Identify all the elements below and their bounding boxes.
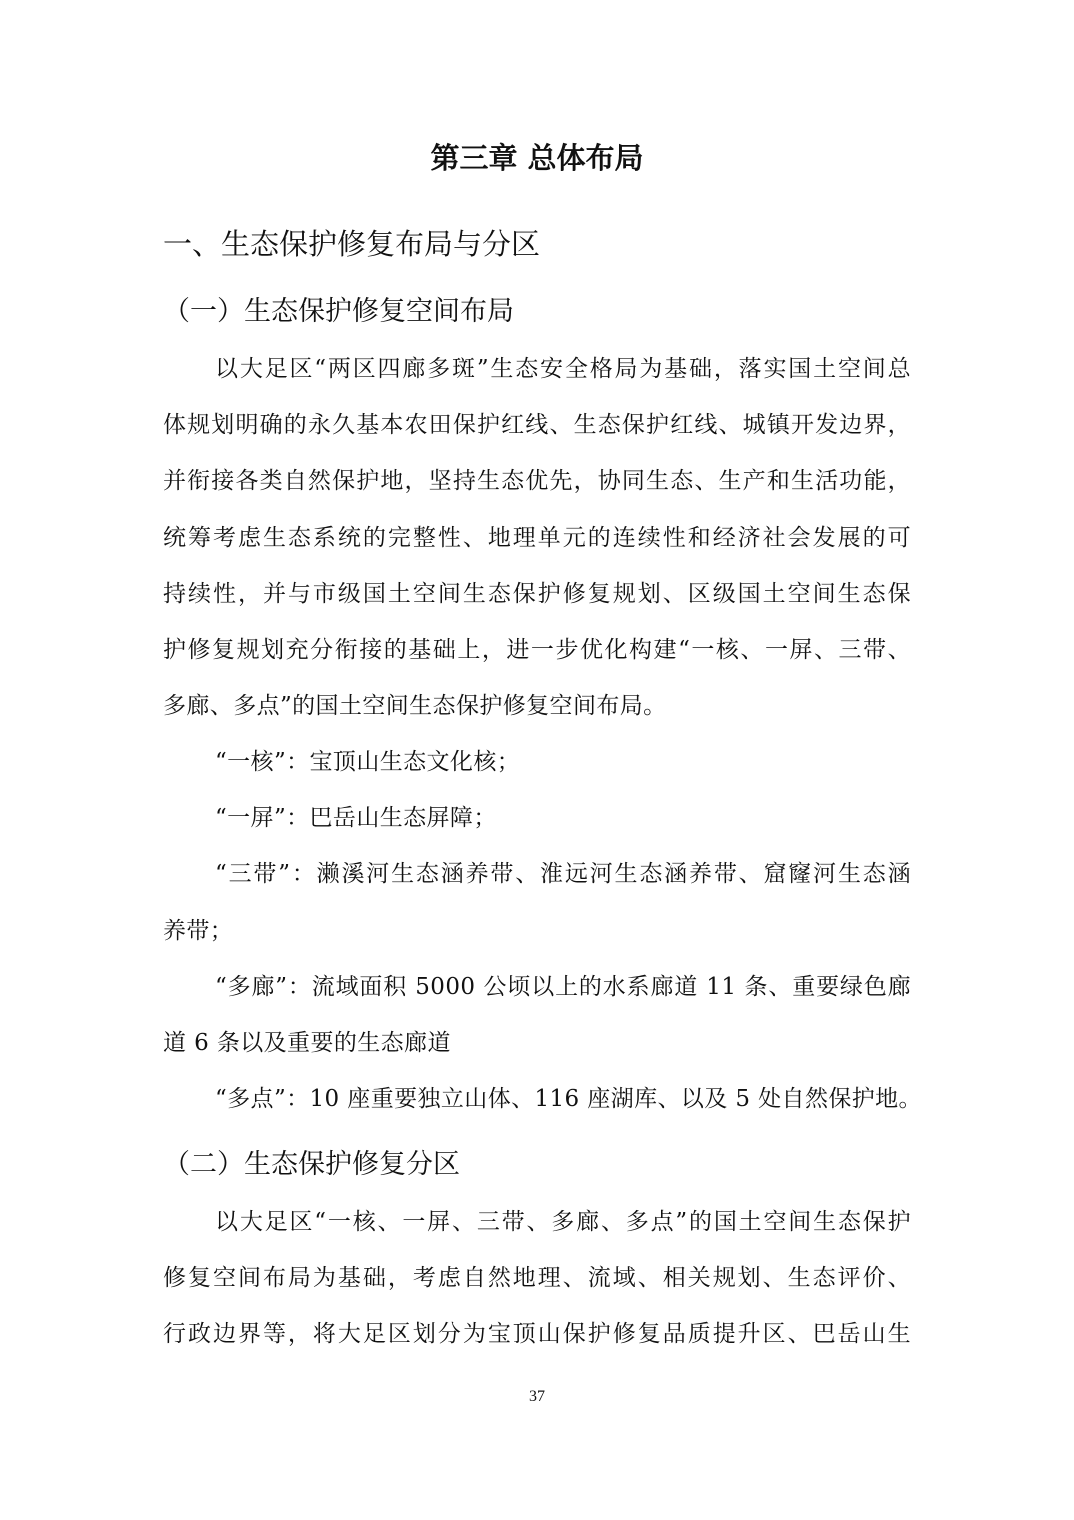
paragraph-line: 体规划明确的永久基本农田保护红线、生态保护红线、城镇开发边界， <box>163 412 911 439</box>
paragraph-layout-basis <box>163 341 911 734</box>
paragraph-line: 修复空间布局为基础，考虑自然地理、流域、相关规划、生态评价、 <box>163 1265 911 1292</box>
subsection-heading-2: （二）生态保护修复分区 <box>163 1149 460 1180</box>
layout-items-list <box>163 734 922 1127</box>
item-corridors: “多廊”：流域面积 5000 公顷以上的水系廊道 11 条、重要绿色廊 <box>215 973 911 1000</box>
paragraph-line: 统筹考虑生态系统的完整性、地理单元的连续性和经济社会发展的可 <box>163 524 911 551</box>
paragraph-line: 并衔接各类自然保护地，坚持生态优先，协同生态、生产和生活功能， <box>163 468 911 495</box>
paragraph-line: 以大足区“一核、一屏、三带、多廊、多点”的国土空间生态保护 <box>215 1209 911 1235</box>
paragraph-zoning <box>163 1194 911 1363</box>
item-screen: “一屏”：巴岳山生态屏障； <box>215 805 497 832</box>
item-corridors-continued: 道 6 条以及重要的生态廊道 <box>163 1029 451 1056</box>
subsection-heading-1: （一）生态保护修复空间布局 <box>163 296 514 327</box>
item-belts: “三带”：濑溪河生态涵养带、淮远河生态涵养带、窟窿河生态涵 <box>215 861 911 888</box>
page-number: 37 <box>529 1388 545 1405</box>
item-belts-continued: 养带； <box>163 917 234 944</box>
paragraph-line: 持续性，并与市级国土空间生态保护修复规划、区级国土空间生态保 <box>163 580 911 607</box>
item-points: “多点”：10 座重要独立山体、116 座湖库、以及 5 处自然保护地。 <box>215 1086 922 1113</box>
section-heading-1: 一、生态保护修复布局与分区 <box>163 227 541 261</box>
paragraph-line: 多廊、多点”的国土空间生态保护修复空间布局。 <box>163 693 667 720</box>
paragraph-line: 护修复规划充分衔接的基础上，进一步优化构建“一核、一屏、三带、 <box>163 636 911 663</box>
paragraph-line: 以大足区“两区四廊多斑”生态安全格局为基础，落实国土空间总 <box>215 356 911 382</box>
item-core: “一核”：宝顶山生态文化核； <box>215 749 521 775</box>
paragraph-line: 行政边界等，将大足区划分为宝顶山保护修复品质提升区、巴岳山生 <box>163 1321 911 1348</box>
chapter-title: 第三章 总体布局 <box>430 141 644 175</box>
